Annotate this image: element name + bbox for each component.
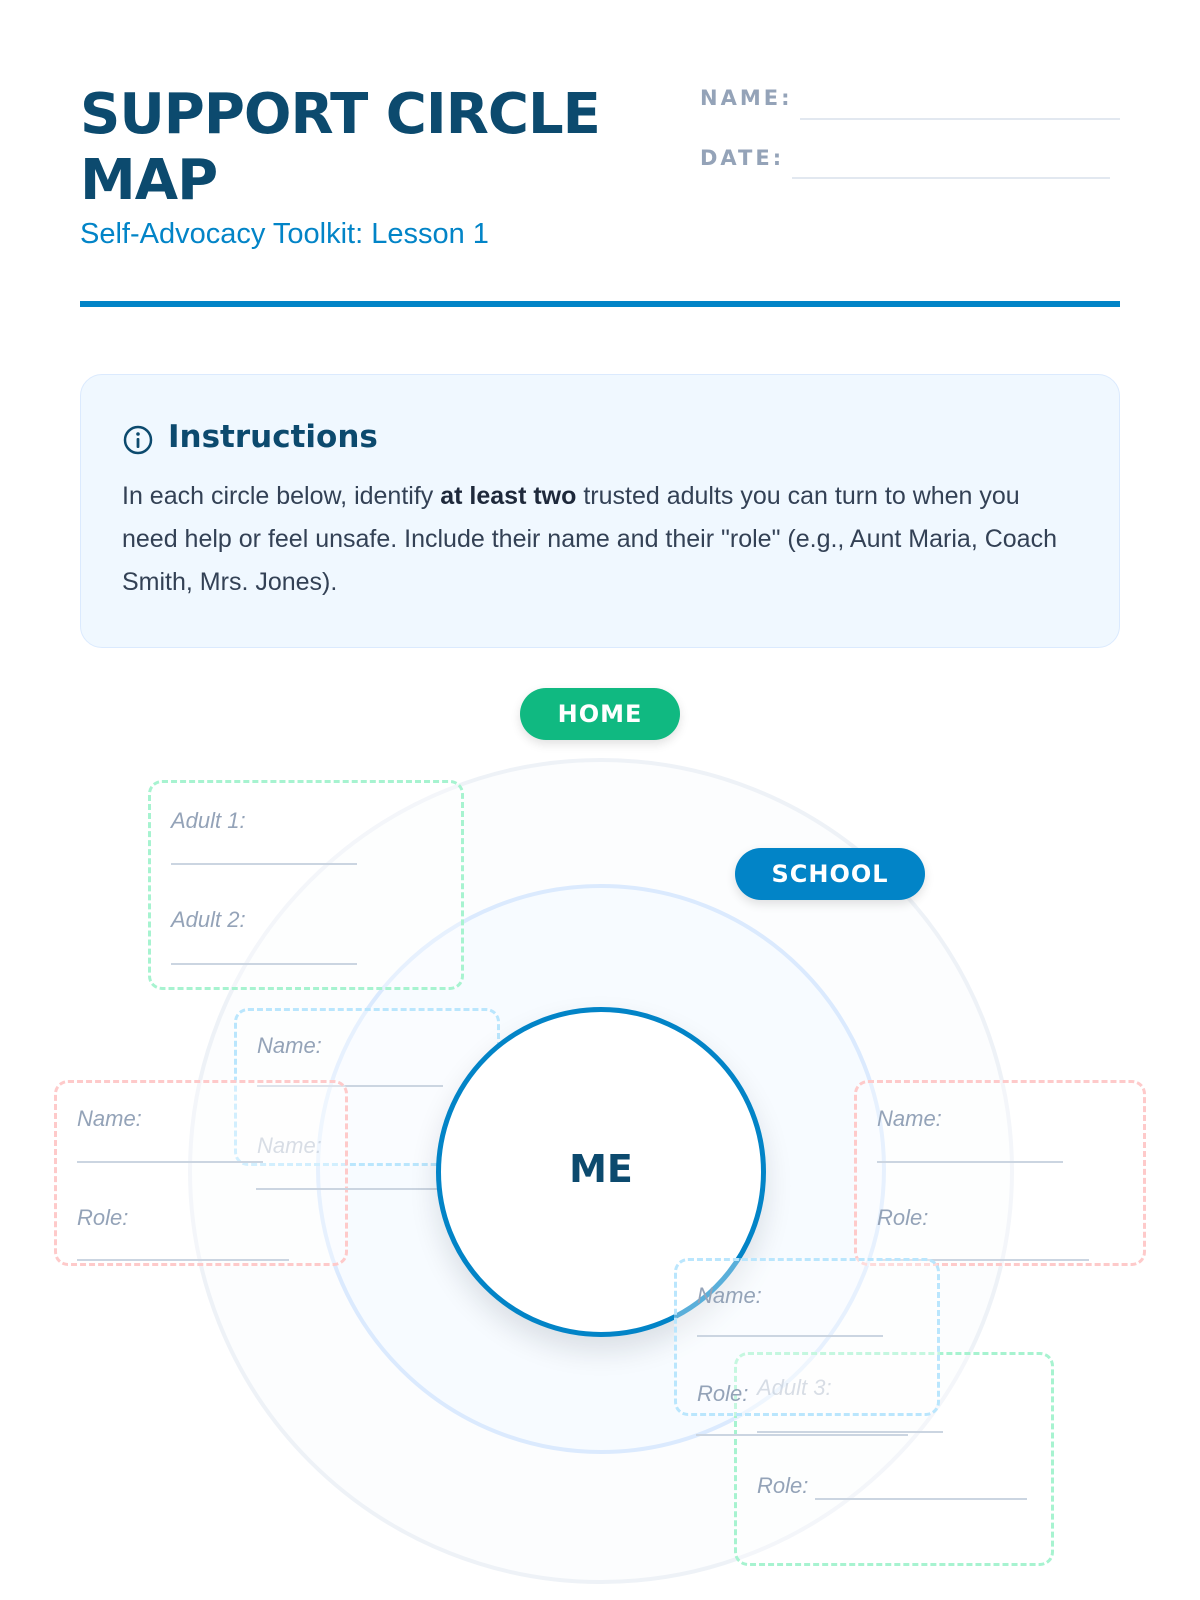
card-label: Name: [257,1033,322,1058]
adult-1-field[interactable] [171,863,357,865]
adult-3-field[interactable] [757,1431,943,1433]
school-adult-card [674,1258,940,1416]
me-label: ME [569,1147,633,1191]
card-label: Role: [77,1205,129,1230]
school-name-field[interactable] [697,1335,883,1337]
adult-2-field[interactable] [171,963,357,965]
school-name-field-2[interactable] [256,1188,442,1190]
community-name-field[interactable] [877,1161,1063,1163]
card-label: Adult 1: [171,808,246,833]
home-adult-card [148,780,464,990]
card-label: Role: [877,1205,929,1230]
card-label: Name: [257,1133,322,1158]
card-label: Adult 3: [757,1375,832,1400]
card-label: Name: [77,1106,142,1131]
date-field[interactable] [792,177,1110,179]
community-role-field[interactable] [77,1259,289,1261]
date-label: DATE: [700,146,785,170]
card-label: Role: [697,1381,749,1406]
info-icon [122,424,154,456]
school-role-field[interactable] [696,1434,908,1436]
card-label: Adult 2: [171,907,246,932]
card-label: Name: [877,1106,942,1131]
instructions-text: In each circle below, identify at least two trusted adults you can turn to when you need help or feel unsafe. Include their name and their "role" (e.g., Aunt Maria, Coach Smith, Mrs. Jones). [122,482,1057,596]
page-title: SUPPORT CIRCLE MAP [80,82,600,213]
community-name-field[interactable] [77,1161,263,1163]
instructions-heading: Instructions [168,419,378,455]
card-label: Name: [697,1283,762,1308]
community-adult-card [854,1080,1146,1266]
community-adult-card [54,1080,348,1266]
card-label: Role: [757,1473,809,1498]
page-subtitle: Self-Advocacy Toolkit: Lesson 1 [80,218,489,250]
adult-3-role-field[interactable] [815,1498,1027,1500]
name-label: NAME: [700,86,793,110]
home-label: HOME [520,688,680,740]
name-field[interactable] [800,118,1120,120]
school-label: SCHOOL [735,848,925,900]
header-divider [80,301,1120,307]
